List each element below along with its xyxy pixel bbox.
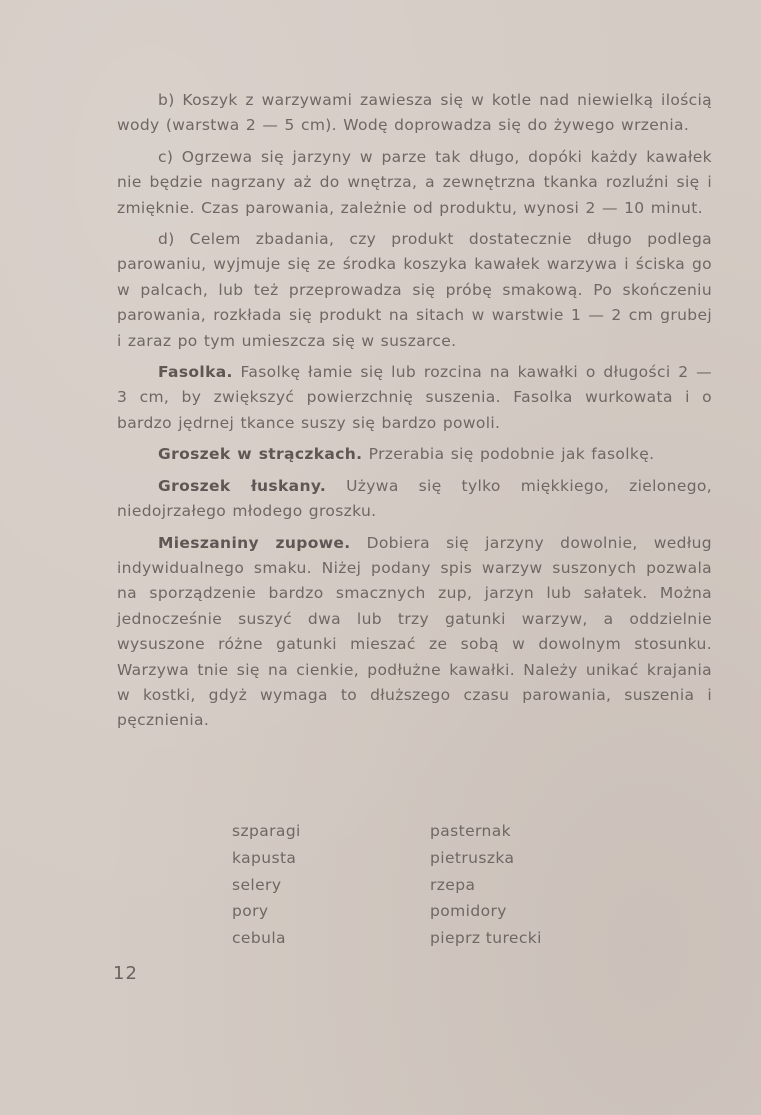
list-item: pasternak bbox=[430, 822, 512, 840]
vegetable-list bbox=[232, 818, 572, 952]
paragraph-b bbox=[117, 88, 712, 139]
body-text bbox=[117, 88, 712, 734]
list-item: rzepa bbox=[430, 875, 476, 894]
vegetable-list-left bbox=[232, 818, 430, 952]
list-item: pomidory bbox=[430, 902, 507, 921]
paragraph-text: c) Ogrzewa się jarzyny w parze tak długo, dopóki każdy kawałek nie będzie nagrzany aż do wnętrza, a zewnętrzna tkanka rozluźni się i zmięknie. Czas parowania, zależnie od produktu, wynosi 2 — 10 minut. bbox=[117, 147, 712, 217]
paragraph-fasolka bbox=[117, 360, 712, 436]
paragraph-heading: Groszek łuskany. bbox=[158, 476, 327, 495]
list-item: pietruszka bbox=[430, 848, 515, 867]
paragraph-heading: Fasolka. bbox=[158, 363, 233, 382]
paragraph-heading: Mieszaniny zupowe. bbox=[158, 533, 351, 552]
paragraph-d bbox=[117, 227, 712, 354]
paragraph-text: Dobiera się jarzyny dowolnie, według indywidualnego smaku. Niżej podany spis warzyw suszonych pozwala na sporządzenie bardzo smacznych zup, jarzyn lub sałatek. Można jednocześnie suszyć dwa lub trzy gatunki warzyw, a oddzielnie wysuszone różne gatunki mieszać ze sobą w dowolnym stosunku. Warzywa tnie się na cienkie, podłużne kawałki. Należy unikać krajania w kostki, gdyż wymaga to dłuższego czasu parowania, suszenia i pęcznienia. bbox=[117, 533, 712, 730]
paragraph-text: Fasolkę łamie się lub rozcina na kawałki o długości 2 — 3 cm, by zwiększyć powierzchnię suszenia. Fasolka wurkowata i o bardzo jędrnej tkance suszy się bardzo powoli. bbox=[117, 363, 712, 432]
paragraph-c bbox=[117, 145, 712, 221]
paragraph-text: b) Koszyk z warzywami zawiesza się w kotle nad niewielką ilością wody (warstwa 2 — 5 cm). Wodę doprowadza się do żywego wrzenia. bbox=[117, 91, 712, 135]
list-item: pory bbox=[232, 902, 269, 921]
paragraph-text: Przerabia się podobnie jak fasolkę. bbox=[368, 445, 655, 464]
list-item: cebula bbox=[232, 929, 286, 948]
paragraph-heading: Groszek w strączkach. bbox=[158, 445, 363, 464]
paragraph-text: d) Celem zbadania, czy produkt dostatecznie długo podlega parowaniu, wyjmuje się ze środka koszyka kawałek warzywa i ściska go w palcach, lub też przeprowadza się próbę smakową. Po skończeniu parowania, rozkłada się produkt na sitach w warstwie 1 — 2 cm grubej i zaraz po tym umieszcza się w suszarce. bbox=[117, 230, 712, 350]
paragraph-text: Używa się tylko miękkiego, zielonego, niedojrzałego młodego groszku. bbox=[117, 476, 713, 521]
list-item: kapusta bbox=[232, 848, 297, 867]
page-number: 12 bbox=[113, 963, 138, 984]
paragraph-groszek-luskany bbox=[117, 474, 712, 525]
vegetable-list-right bbox=[430, 818, 542, 952]
list-item: szparagi bbox=[232, 822, 301, 840]
list-item: selery bbox=[232, 875, 282, 894]
paragraph-groszek-w-straczkach bbox=[117, 442, 712, 467]
list-item: pieprz turecki bbox=[430, 929, 542, 948]
paragraph-mieszaniny-zupowe bbox=[117, 531, 712, 734]
